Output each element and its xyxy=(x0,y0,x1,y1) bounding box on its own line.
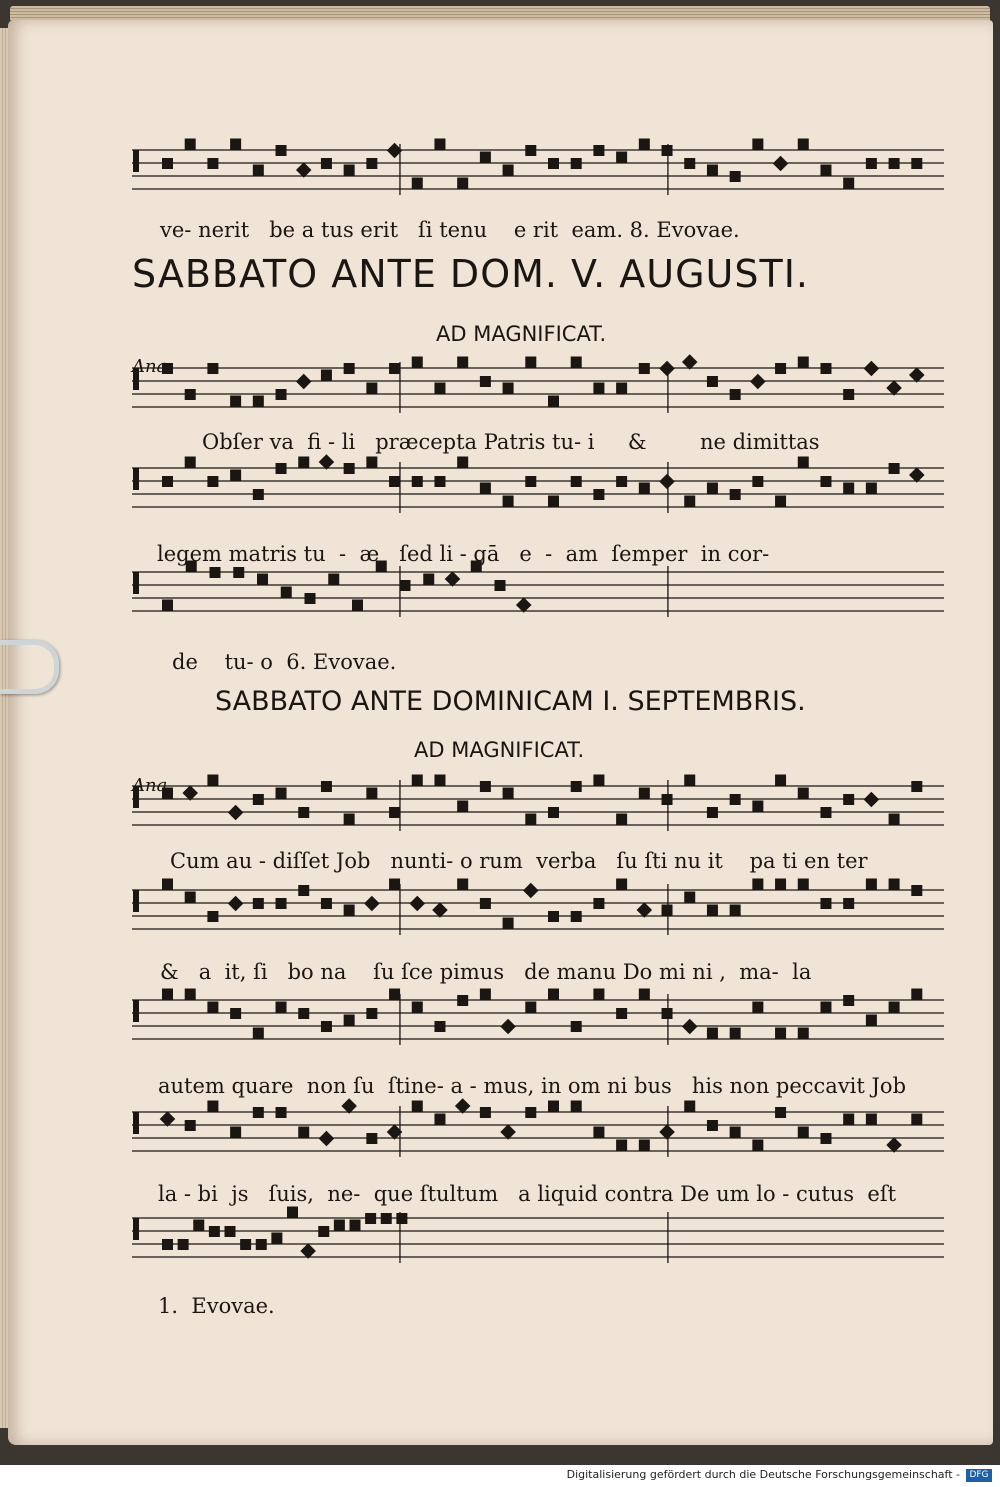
neume xyxy=(185,1120,196,1131)
neume xyxy=(616,879,627,890)
staff xyxy=(132,139,944,196)
neume xyxy=(798,1127,809,1138)
neume xyxy=(162,600,173,611)
neume xyxy=(162,879,173,890)
neume xyxy=(344,814,355,825)
neume xyxy=(750,374,766,390)
neume xyxy=(389,807,400,818)
neume xyxy=(820,1133,831,1144)
neume xyxy=(230,139,241,150)
neume xyxy=(298,1008,309,1019)
neume xyxy=(162,158,173,169)
neume xyxy=(730,489,741,500)
neume xyxy=(798,457,809,468)
neume xyxy=(911,158,922,169)
neume xyxy=(365,1213,376,1224)
neume xyxy=(296,374,312,390)
neume xyxy=(889,1002,900,1013)
neume xyxy=(616,476,627,487)
neume xyxy=(344,905,355,916)
neume xyxy=(752,1002,763,1013)
neume xyxy=(684,775,695,786)
neume xyxy=(366,1133,377,1144)
neume xyxy=(525,814,536,825)
neume xyxy=(889,463,900,474)
neume xyxy=(662,145,673,156)
neume xyxy=(730,905,741,916)
neume xyxy=(775,1107,786,1118)
lyric-line: Obſer va fi - li præcepta Patris tu- i & ne dimittas xyxy=(202,430,820,454)
neume xyxy=(571,357,582,368)
neume xyxy=(593,775,604,786)
neume xyxy=(412,178,423,189)
neume xyxy=(193,1220,204,1231)
neume xyxy=(318,1226,329,1237)
neume xyxy=(866,158,877,169)
neume xyxy=(225,1226,236,1237)
neume xyxy=(185,989,196,1000)
neume xyxy=(276,463,287,474)
neume xyxy=(334,1220,345,1231)
neume xyxy=(434,1021,445,1032)
staff xyxy=(132,879,944,936)
neume xyxy=(321,1021,332,1032)
neume xyxy=(525,357,536,368)
neume xyxy=(571,781,582,792)
neume xyxy=(548,396,559,407)
neume xyxy=(820,363,831,374)
neume xyxy=(321,158,332,169)
neume xyxy=(480,989,491,1000)
neume xyxy=(503,496,514,507)
neume xyxy=(210,567,221,578)
neume xyxy=(495,580,506,591)
lyric-line: & a it, ſi bo na ſu ſce pimus de manu Do mi ni , ma- la xyxy=(160,960,812,984)
neume xyxy=(434,1114,445,1125)
neume xyxy=(571,158,582,169)
clef xyxy=(133,890,139,912)
staff xyxy=(132,989,944,1046)
neume xyxy=(843,1114,854,1125)
neume xyxy=(684,1101,695,1112)
neume xyxy=(730,1127,741,1138)
neume xyxy=(616,1140,627,1151)
neume xyxy=(423,574,434,585)
neume xyxy=(866,483,877,494)
neume xyxy=(228,896,244,912)
neume xyxy=(593,383,604,394)
neume xyxy=(616,1008,627,1019)
neume xyxy=(911,885,922,896)
neume xyxy=(889,879,900,890)
neume xyxy=(253,1107,264,1118)
neume xyxy=(639,989,650,1000)
neume xyxy=(253,396,264,407)
neume xyxy=(571,911,582,922)
neume xyxy=(344,363,355,374)
neume xyxy=(178,1239,189,1250)
neume xyxy=(684,158,695,169)
neume xyxy=(389,476,400,487)
neume xyxy=(480,152,491,163)
clef xyxy=(133,1218,139,1240)
neume xyxy=(207,1101,218,1112)
neume xyxy=(480,376,491,387)
neume xyxy=(253,489,264,500)
antiphon-label: Ana. xyxy=(132,356,174,377)
neume xyxy=(593,489,604,500)
neume xyxy=(707,905,718,916)
neume xyxy=(662,1008,673,1019)
neume xyxy=(185,457,196,468)
neume xyxy=(344,463,355,474)
neume xyxy=(321,898,332,909)
neume xyxy=(298,457,309,468)
neume xyxy=(752,1140,763,1151)
neume xyxy=(593,1127,604,1138)
neume xyxy=(707,165,718,176)
neume xyxy=(820,807,831,818)
neume xyxy=(616,383,627,394)
neume xyxy=(389,363,400,374)
neume xyxy=(616,152,627,163)
neume xyxy=(253,1028,264,1039)
lyric-line: autem quare non ſu ſtine- a - mus, in om ni bus his non peccavit Job xyxy=(158,1074,907,1098)
neume xyxy=(364,896,380,912)
neume xyxy=(344,165,355,176)
neume xyxy=(344,1015,355,1026)
neume xyxy=(350,1220,361,1231)
neume xyxy=(571,476,582,487)
neume xyxy=(400,580,411,591)
neume xyxy=(730,389,741,400)
neume xyxy=(412,1101,423,1112)
neume xyxy=(457,357,468,368)
neume xyxy=(412,1002,423,1013)
neume xyxy=(820,1002,831,1013)
neume xyxy=(548,1101,559,1112)
neume xyxy=(548,989,559,1000)
neume xyxy=(434,476,445,487)
neume xyxy=(276,1002,287,1013)
neume xyxy=(820,476,831,487)
neume xyxy=(434,383,445,394)
lyric-line: legem matris tu - æ ſed li - gā e - am ſemper in cor- xyxy=(157,542,770,566)
neume xyxy=(866,879,877,890)
neume xyxy=(298,885,309,896)
neume xyxy=(775,775,786,786)
neume xyxy=(276,788,287,799)
heading-sabbato-septembris: SABBATO ANTE DOMINICAM I. SEPTEMBRIS. xyxy=(215,686,806,717)
neume xyxy=(321,781,332,792)
neume xyxy=(503,918,514,929)
neume xyxy=(321,370,332,381)
neume xyxy=(752,139,763,150)
neume xyxy=(381,1213,392,1224)
neume xyxy=(866,1114,877,1125)
neume xyxy=(287,1207,298,1218)
neume xyxy=(276,145,287,156)
neume xyxy=(752,879,763,890)
neume xyxy=(889,158,900,169)
neume xyxy=(457,879,468,890)
neume xyxy=(843,794,854,805)
neume xyxy=(707,1120,718,1131)
staff xyxy=(132,1098,944,1157)
neume xyxy=(253,898,264,909)
neume xyxy=(185,389,196,400)
neume xyxy=(500,1019,516,1035)
lyric-line: de tu- o 6. Evovae. xyxy=(172,650,397,674)
neume xyxy=(253,165,264,176)
neume xyxy=(276,389,287,400)
neume xyxy=(319,1131,335,1147)
neume xyxy=(256,1239,267,1250)
staff xyxy=(132,454,944,513)
dfg-logo: DFG xyxy=(966,1469,992,1482)
neume xyxy=(639,139,650,150)
neume xyxy=(185,139,196,150)
neume xyxy=(571,1021,582,1032)
neume xyxy=(230,396,241,407)
neume xyxy=(412,476,423,487)
neume xyxy=(162,476,173,487)
neume xyxy=(366,457,377,468)
neume xyxy=(864,792,880,808)
neume xyxy=(773,156,789,172)
staff xyxy=(132,561,944,618)
neume xyxy=(525,145,536,156)
neume xyxy=(298,1127,309,1138)
neume xyxy=(820,898,831,909)
neume xyxy=(389,879,400,890)
neume xyxy=(240,1239,251,1250)
neume xyxy=(548,496,559,507)
neume xyxy=(639,788,650,799)
neume xyxy=(207,363,218,374)
neume xyxy=(843,389,854,400)
neume xyxy=(684,892,695,903)
neume xyxy=(276,1107,287,1118)
neume xyxy=(328,574,339,585)
neume xyxy=(480,1107,491,1118)
neume xyxy=(457,995,468,1006)
neume xyxy=(230,1127,241,1138)
neume xyxy=(730,1028,741,1039)
staff xyxy=(132,354,944,413)
neume xyxy=(843,483,854,494)
neume xyxy=(752,476,763,487)
antiphon-label: Ana. xyxy=(132,775,174,796)
neume xyxy=(707,376,718,387)
neume xyxy=(162,989,173,1000)
neume xyxy=(707,483,718,494)
neume xyxy=(207,1002,218,1013)
neume xyxy=(798,1028,809,1039)
neume xyxy=(707,807,718,818)
digitization-footer xyxy=(0,1465,1000,1487)
neume xyxy=(233,567,244,578)
neume xyxy=(412,775,423,786)
neume xyxy=(230,470,241,481)
neume xyxy=(209,1226,220,1237)
neume xyxy=(798,357,809,368)
neume xyxy=(389,989,400,1000)
neume xyxy=(911,989,922,1000)
heading-sabbato-augusti: SABBATO ANTE DOM. V. AUGUSTI. xyxy=(132,252,809,296)
neume xyxy=(434,775,445,786)
neume xyxy=(548,807,559,818)
neume xyxy=(548,911,559,922)
neume xyxy=(798,879,809,890)
neume xyxy=(730,171,741,182)
clef xyxy=(133,468,139,490)
neume xyxy=(366,1008,377,1019)
neume xyxy=(798,139,809,150)
neume xyxy=(662,794,673,805)
neume xyxy=(593,989,604,1000)
neume xyxy=(730,794,741,805)
footer-credit: Digitalisierung gefördert durch die Deutsche Forschungsgemeinschaft - xyxy=(566,1468,960,1481)
neume xyxy=(525,1107,536,1118)
neume xyxy=(366,788,377,799)
neume xyxy=(843,178,854,189)
clef xyxy=(133,572,139,594)
neume xyxy=(228,805,244,821)
neume xyxy=(843,995,854,1006)
neume xyxy=(207,775,218,786)
neume xyxy=(820,165,831,176)
neume xyxy=(639,1140,650,1151)
neume xyxy=(682,1019,698,1035)
neume xyxy=(434,139,445,150)
neume xyxy=(911,781,922,792)
neume xyxy=(271,1233,282,1244)
neume xyxy=(185,892,196,903)
neume xyxy=(257,574,268,585)
neume xyxy=(548,158,559,169)
neume xyxy=(207,476,218,487)
neume xyxy=(396,1213,407,1224)
neume xyxy=(412,357,423,368)
neume xyxy=(480,781,491,792)
lyric-line: Cum au - diſſet Job nunti- o rum verba ſu ſti nu it pa ti en ter xyxy=(170,849,868,873)
neume xyxy=(253,794,264,805)
neume xyxy=(662,905,673,916)
neume xyxy=(480,483,491,494)
neume xyxy=(305,593,316,604)
neume xyxy=(911,1114,922,1125)
neume xyxy=(366,383,377,394)
lyric-line: 1. Evovae. xyxy=(158,1294,275,1318)
neume xyxy=(457,178,468,189)
neume xyxy=(457,457,468,468)
neume xyxy=(409,896,425,912)
neume xyxy=(775,1028,786,1039)
neume xyxy=(775,496,786,507)
neume xyxy=(523,883,539,899)
neume xyxy=(571,1101,582,1112)
neume xyxy=(162,1239,173,1250)
neume xyxy=(639,483,650,494)
subheading-magnificat: AD MAGNIFICAT. xyxy=(436,322,607,346)
neume xyxy=(298,807,309,818)
neume xyxy=(207,158,218,169)
neume xyxy=(593,145,604,156)
staff xyxy=(132,775,944,832)
neume xyxy=(659,474,675,490)
clef xyxy=(133,150,139,172)
neume xyxy=(616,814,627,825)
neume xyxy=(659,361,675,377)
neume xyxy=(352,600,363,611)
lyric-line: ve- nerit be a tus erit ſi tenu e rit eam. 8. Evovae. xyxy=(160,218,740,242)
neume xyxy=(525,1002,536,1013)
neume xyxy=(798,788,809,799)
neume xyxy=(525,476,536,487)
neume xyxy=(684,496,695,507)
neume xyxy=(480,898,491,909)
neume xyxy=(503,165,514,176)
neume xyxy=(366,158,377,169)
neume xyxy=(281,587,292,598)
neume xyxy=(639,363,650,374)
neume xyxy=(593,898,604,909)
neume xyxy=(752,801,763,812)
neume xyxy=(864,361,880,377)
neume xyxy=(457,801,468,812)
neume xyxy=(503,788,514,799)
lyric-line: la - bi js ſuis, ne- que ſtultum a liquid contra De um lo - cutus eſt xyxy=(158,1182,897,1206)
clef xyxy=(133,1112,139,1134)
neume xyxy=(276,898,287,909)
neume xyxy=(503,383,514,394)
neume xyxy=(775,879,786,890)
subheading-magnificat: AD MAGNIFICAT. xyxy=(414,738,585,762)
paperclip xyxy=(0,640,59,694)
staff xyxy=(132,1207,944,1264)
clef xyxy=(133,1000,139,1022)
neume xyxy=(866,1015,877,1026)
neume xyxy=(207,911,218,922)
neume xyxy=(843,898,854,909)
neume xyxy=(707,1028,718,1039)
neume xyxy=(775,363,786,374)
neume xyxy=(230,1008,241,1019)
neume xyxy=(889,814,900,825)
